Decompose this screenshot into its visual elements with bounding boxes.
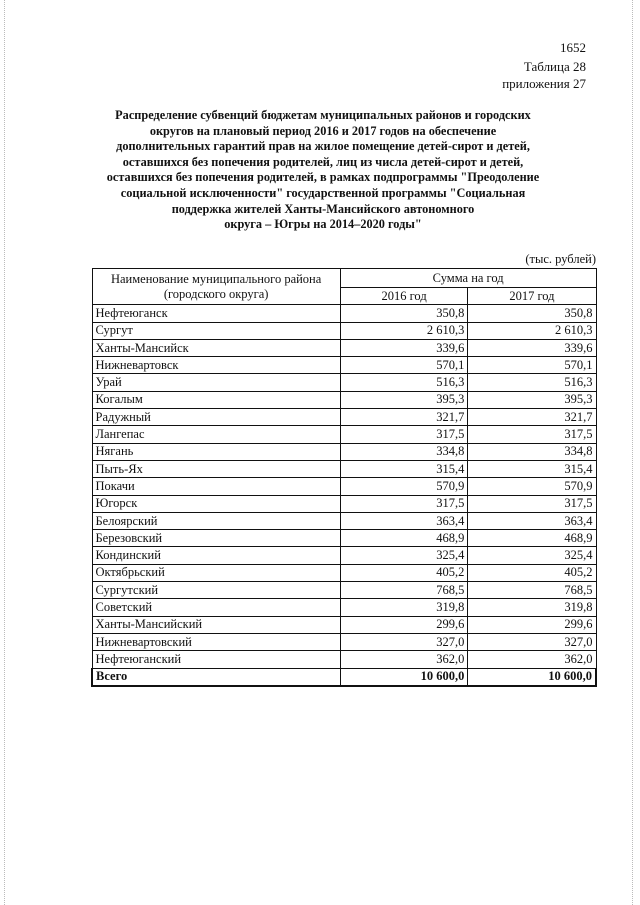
value-2017-cell: 299,6 [468, 616, 596, 633]
table-row [92, 564, 596, 581]
column-header-sum: Сумма на год [340, 269, 596, 288]
municipality-cell: Когалым [92, 391, 340, 408]
municipality-cell: Нижневартовск [92, 357, 340, 374]
table-row [92, 495, 596, 512]
value-2016-cell: 334,8 [340, 443, 468, 460]
document-title [88, 108, 558, 233]
value-2017-cell: 468,9 [468, 530, 596, 547]
scan-edge-left [4, 0, 6, 905]
table-row [92, 322, 596, 339]
value-2016-cell: 2 610,3 [340, 322, 468, 339]
value-2017-cell: 570,9 [468, 478, 596, 495]
value-2016-cell: 339,6 [340, 339, 468, 356]
municipality-cell: Нижневартовский [92, 633, 340, 650]
value-2017-cell: 317,5 [468, 426, 596, 443]
units-label: (тыс. рублей) [525, 252, 596, 266]
municipality-cell: Белоярский [92, 512, 340, 529]
municipality-cell: Всего [92, 668, 340, 686]
value-2017-cell: 395,3 [468, 391, 596, 408]
value-2017-cell: 319,8 [468, 599, 596, 616]
scan-edge-right [632, 0, 634, 905]
table-reference [502, 58, 586, 92]
value-2017-cell: 339,6 [468, 339, 596, 356]
municipality-cell: Лангепас [92, 426, 340, 443]
value-2017-cell: 516,3 [468, 374, 596, 391]
column-header-2017: 2017 год [468, 288, 596, 305]
value-2016-cell: 570,1 [340, 357, 468, 374]
municipality-cell: Кондинский [92, 547, 340, 564]
table-row [92, 357, 596, 374]
total-row [92, 668, 596, 686]
table-row [92, 651, 596, 668]
value-2017-cell: 350,8 [468, 305, 596, 322]
page-number: 1652 [560, 40, 586, 55]
appendix-label: приложения 27 [502, 76, 586, 91]
title-line: Распределение субвенций бюджетам муниципальных районов и городских [115, 108, 531, 122]
table-row [92, 374, 596, 391]
value-2016-cell: 325,4 [340, 547, 468, 564]
value-2017-cell: 334,8 [468, 443, 596, 460]
municipality-cell: Сургутский [92, 582, 340, 599]
value-2016-cell: 516,3 [340, 374, 468, 391]
value-2017-cell: 327,0 [468, 633, 596, 650]
table-row [92, 599, 596, 616]
table-row [92, 409, 596, 426]
value-2016-cell: 317,5 [340, 495, 468, 512]
title-line: округа – Югры на 2014–2020 годы" [224, 217, 422, 232]
value-2017-cell: 315,4 [468, 460, 596, 477]
value-2016-cell: 362,0 [340, 651, 468, 668]
table-row [92, 616, 596, 633]
value-2016-cell: 327,0 [340, 633, 468, 650]
municipality-cell: Покачи [92, 478, 340, 495]
value-2016-cell: 468,9 [340, 530, 468, 547]
value-2016-cell: 319,8 [340, 599, 468, 616]
title-line: округов на плановый период 2016 и 2017 годов на обеспечение [149, 123, 497, 138]
title-line: оставшихся без попечения родителей, лиц из числа детей-сирот и детей, [122, 154, 524, 169]
column-header-2016: 2016 год [340, 288, 468, 305]
value-2016-cell: 768,5 [340, 582, 468, 599]
value-2017-cell: 363,4 [468, 512, 596, 529]
municipality-cell: Ханты-Мансийский [92, 616, 340, 633]
municipality-cell: Пыть-Ях [92, 460, 340, 477]
table-label: Таблица 28 [523, 59, 586, 74]
value-2016-cell: 315,4 [340, 460, 468, 477]
value-2016-cell: 299,6 [340, 616, 468, 633]
column-header-name: Наименование муниципального района (городского округа) [92, 269, 340, 305]
value-2016-cell: 405,2 [340, 564, 468, 581]
table-row [92, 339, 596, 356]
table-row [92, 391, 596, 408]
value-2017-cell: 405,2 [468, 564, 596, 581]
title-line: поддержка жителей Ханты-Мансийского автономного [171, 201, 475, 216]
title-line: оставшихся без попечения родителей, в рамках подпрограммы "Преодоление [106, 170, 540, 185]
title-line: дополнительных гарантий прав на жилое помещение детей-сирот и детей, [116, 139, 530, 154]
subsidy-table [91, 268, 597, 687]
table-row [92, 530, 596, 547]
value-2016-cell: 363,4 [340, 512, 468, 529]
value-2016-cell: 10 600,0 [340, 668, 468, 686]
table-row [92, 582, 596, 599]
value-2016-cell: 395,3 [340, 391, 468, 408]
table-row [92, 443, 596, 460]
table-row [92, 426, 596, 443]
value-2016-cell: 321,7 [340, 409, 468, 426]
value-2017-cell: 570,1 [468, 357, 596, 374]
value-2016-cell: 350,8 [340, 305, 468, 322]
municipality-cell: Октябрьский [92, 564, 340, 581]
value-2016-cell: 317,5 [340, 426, 468, 443]
value-2017-cell: 362,0 [468, 651, 596, 668]
municipality-cell: Радужный [92, 409, 340, 426]
municipality-cell: Нягань [92, 443, 340, 460]
municipality-cell: Ханты-Мансийск [92, 339, 340, 356]
value-2017-cell: 10 600,0 [468, 668, 596, 686]
municipality-cell: Югорск [92, 495, 340, 512]
value-2017-cell: 317,5 [468, 495, 596, 512]
municipality-cell: Нефтеюганск [92, 305, 340, 322]
value-2016-cell: 570,9 [340, 478, 468, 495]
table-row [92, 512, 596, 529]
municipality-cell: Сургут [92, 322, 340, 339]
municipality-cell: Нефтеюганский [92, 651, 340, 668]
value-2017-cell: 2 610,3 [468, 322, 596, 339]
title-line: социальной исключенности" государственной программы "Социальная [120, 185, 526, 200]
table-row [92, 633, 596, 650]
municipality-cell: Урай [92, 374, 340, 391]
table-row [92, 547, 596, 564]
municipality-cell: Советский [92, 599, 340, 616]
value-2017-cell: 325,4 [468, 547, 596, 564]
value-2017-cell: 768,5 [468, 582, 596, 599]
table-row [92, 478, 596, 495]
municipality-cell: Березовский [92, 530, 340, 547]
table-row [92, 460, 596, 477]
value-2017-cell: 321,7 [468, 409, 596, 426]
table-row [92, 305, 596, 322]
